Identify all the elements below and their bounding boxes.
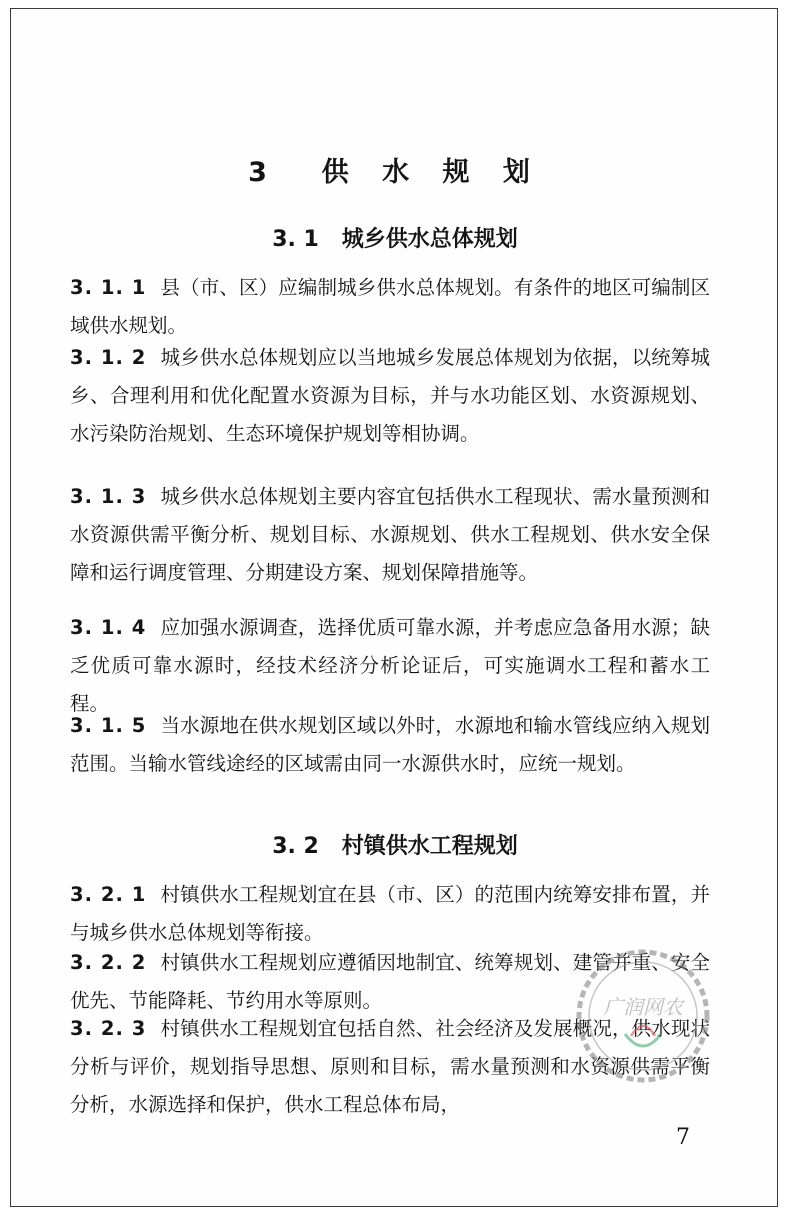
- clause-3-1-2: [70, 339, 710, 453]
- clause-3-1-1: [70, 269, 710, 345]
- clause-number: 3. 1. 2: [70, 346, 147, 369]
- clause-number: 3. 1. 5: [70, 714, 147, 737]
- clause-3-1-5: [70, 707, 710, 783]
- clause-text: 应加强水源调查，选择优质可靠水源，并考虑应急备用水源；缺乏优质可靠水源时，经技术经济分析论证后，可实施调水工程和蓄水工程。: [70, 616, 710, 715]
- clause-number: 3. 2. 2: [70, 951, 147, 974]
- clause-text: 村镇供水工程规划应遵循因地制宜、统筹规划、建管并重、安全优先、节能降耗、节约用水等原则。: [70, 951, 710, 1012]
- watermark-stamp: [573, 946, 713, 1086]
- clause-number: 3. 2. 3: [70, 1017, 147, 1040]
- clause-text: 当水源地在供水规划区域以外时，水源地和输水管线应纳入规划范围。当输水管线途经的区域需由同一水源供水时，应统一规划。: [70, 714, 710, 775]
- clause-text: 县（市、区）应编制城乡供水总体规划。有条件的地区可编制区域供水规划。: [70, 276, 710, 337]
- clause-text: 城乡供水总体规划应以当地城乡发展总体规划为依据，以统筹城乡、合理利用和优化配置水资源为目标，并与水功能区划、水资源规划、水污染防治规划、生态环境保护规划等相协调。: [70, 346, 710, 445]
- clause-text: 城乡供水总体规划主要内容宜包括供水工程现状、需水量预测和水资源供需平衡分析、规划目标、水源规划、供水工程规划、供水安全保障和运行调度管理、分期建设方案、规划保障措施等。: [70, 485, 710, 584]
- section-title-3-2: 3. 2 村镇供水工程规划: [272, 834, 518, 859]
- svg-text:广润网农: 广润网农: [603, 995, 683, 1019]
- clause-3-2-1: [70, 876, 710, 952]
- clause-number: 3. 1. 3: [70, 485, 147, 508]
- clause-number: 3. 2. 1: [70, 883, 147, 906]
- page-number: 7: [676, 1125, 690, 1150]
- clause-3-1-3: [70, 478, 710, 592]
- clause-text: 村镇供水工程规划宜在县（市、区）的范围内统筹安排布置，并与城乡供水总体规划等衔接。: [70, 883, 710, 944]
- clause-3-1-4: [70, 609, 710, 723]
- chapter-title: 3 供 水 规 划: [248, 157, 542, 188]
- clause-number: 3. 1. 4: [70, 616, 147, 639]
- clause-text: 村镇供水工程规划宜包括自然、社会经济及发展概况，供水现状分析与评价，规划指导思想、原则和目标，需水量预测和水资源供需平衡分析，水源选择和保护，供水工程总体布局，: [70, 1017, 710, 1116]
- section-title-3-1: 3. 1 城乡供水总体规划: [272, 227, 518, 252]
- clause-number: 3. 1. 1: [70, 276, 147, 299]
